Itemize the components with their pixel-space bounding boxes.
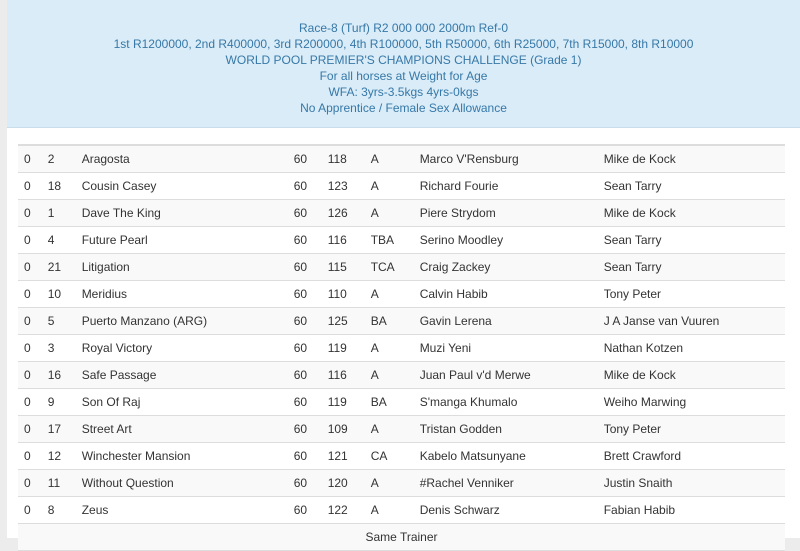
horse-name: Litigation (82, 254, 294, 281)
draw-cell: 0 (18, 335, 31, 362)
weight-cell: 60 (294, 470, 328, 497)
jockey-name: Craig Zackey (420, 254, 604, 281)
jockey-name: Denis Schwarz (420, 497, 604, 524)
equipment-cell: A (371, 416, 420, 443)
rating-cell: 110 (328, 281, 371, 308)
equipment-cell: CA (371, 443, 420, 470)
number-cell: 18 (31, 173, 82, 200)
equipment-cell: A (371, 173, 420, 200)
draw-cell: 0 (18, 145, 31, 173)
equipment-cell: A (371, 335, 420, 362)
weight-cell: 60 (294, 389, 328, 416)
horse-name: Cousin Casey (82, 173, 294, 200)
horse-name: Safe Passage (82, 362, 294, 389)
rating-cell: 116 (328, 362, 371, 389)
number-cell: 17 (31, 416, 82, 443)
rating-cell: 122 (328, 497, 371, 524)
draw-cell: 0 (18, 200, 31, 227)
trainer-name: Tony Peter (604, 281, 785, 308)
number-cell: 10 (31, 281, 82, 308)
table-row[interactable] (18, 145, 785, 173)
equipment-cell: BA (371, 308, 420, 335)
equipment-cell: BA (371, 389, 420, 416)
table-row[interactable] (18, 173, 785, 200)
horse-name: Meridius (82, 281, 294, 308)
equipment-cell: A (371, 497, 420, 524)
table-row[interactable] (18, 200, 785, 227)
equipment-cell: A (371, 200, 420, 227)
rating-cell: 123 (328, 173, 371, 200)
weight-cell: 60 (294, 335, 328, 362)
equipment-cell: TBA (371, 227, 420, 254)
horse-name: Puerto Manzano (ARG) (82, 308, 294, 335)
rating-cell: 115 (328, 254, 371, 281)
same-trainer-row (18, 524, 785, 551)
horse-name: Future Pearl (82, 227, 294, 254)
draw-cell: 0 (18, 497, 31, 524)
table-row[interactable] (18, 443, 785, 470)
race-conditions: For all horses at Weight for Age (319, 69, 488, 83)
weight-cell: 60 (294, 227, 328, 254)
trainer-name: Mike de Kock (604, 362, 785, 389)
number-cell: 2 (31, 145, 82, 173)
rating-cell: 126 (328, 200, 371, 227)
horse-name: Son Of Raj (82, 389, 294, 416)
equipment-cell: TCA (371, 254, 420, 281)
runners-table (18, 144, 785, 551)
draw-cell: 0 (18, 254, 31, 281)
number-cell: 4 (31, 227, 82, 254)
table-row[interactable] (18, 227, 785, 254)
number-cell: 16 (31, 362, 82, 389)
draw-cell: 0 (18, 389, 31, 416)
weight-cell: 60 (294, 254, 328, 281)
rating-cell: 120 (328, 470, 371, 497)
table-row[interactable] (18, 308, 785, 335)
trainer-name: Mike de Kock (604, 200, 785, 227)
jockey-name: #Rachel Venniker (420, 470, 604, 497)
equipment-cell: A (371, 470, 420, 497)
wfa-info: WFA: 3yrs-3.5kgs 4yrs-0kgs (328, 85, 479, 99)
draw-cell: 0 (18, 416, 31, 443)
race-name: WORLD POOL PREMIER'S CHAMPIONS CHALLENGE (Grade 1) (225, 53, 582, 67)
draw-cell: 0 (18, 470, 31, 497)
draw-cell: 0 (18, 362, 31, 389)
trainer-name: Weiho Marwing (604, 389, 785, 416)
horse-name: Royal Victory (82, 335, 294, 362)
jockey-name: Tristan Godden (420, 416, 604, 443)
trainer-name: J A Janse van Vuuren (604, 308, 785, 335)
jockey-name: Serino Moodley (420, 227, 604, 254)
jockey-name: Calvin Habib (420, 281, 604, 308)
weight-cell: 60 (294, 308, 328, 335)
trainer-name: Sean Tarry (604, 227, 785, 254)
number-cell: 5 (31, 308, 82, 335)
race-title: Race-8 (Turf) R2 000 000 2000m Ref-0 (299, 21, 508, 35)
jockey-name: Richard Fourie (420, 173, 604, 200)
weight-cell: 60 (294, 281, 328, 308)
number-cell: 9 (31, 389, 82, 416)
equipment-cell: A (371, 362, 420, 389)
trainer-name: Sean Tarry (604, 173, 785, 200)
horse-name: Street Art (82, 416, 294, 443)
number-cell: 11 (31, 470, 82, 497)
table-row[interactable] (18, 335, 785, 362)
same-trainer-label: Same Trainer (18, 524, 785, 551)
weight-cell: 60 (294, 362, 328, 389)
jockey-name: Muzi Yeni (420, 335, 604, 362)
horse-name: Zeus (82, 497, 294, 524)
number-cell: 8 (31, 497, 82, 524)
equipment-cell: A (371, 281, 420, 308)
jockey-name: Kabelo Matsunyane (420, 443, 604, 470)
runners-panel (7, 128, 800, 544)
allowance-info: No Apprentice / Female Sex Allowance (300, 101, 507, 115)
rating-cell: 121 (328, 443, 371, 470)
table-row[interactable] (18, 497, 785, 524)
weight-cell: 60 (294, 416, 328, 443)
horse-name: Dave The King (82, 200, 294, 227)
trainer-name: Mike de Kock (604, 145, 785, 173)
trainer-name: Sean Tarry (604, 254, 785, 281)
race-header (7, 0, 800, 128)
table-row[interactable] (18, 254, 785, 281)
rating-cell: 116 (328, 227, 371, 254)
jockey-name: Marco V'Rensburg (420, 145, 604, 173)
weight-cell: 60 (294, 145, 328, 173)
trainer-name: Fabian Habib (604, 497, 785, 524)
prize-money: 1st R1200000, 2nd R400000, 3rd R200000, 4th R100000, 5th R50000, 6th R25000, 7th R15000, 8th R10000 (113, 37, 694, 51)
jockey-name: Juan Paul v'd Merwe (420, 362, 604, 389)
jockey-name: S'manga Khumalo (420, 389, 604, 416)
weight-cell: 60 (294, 443, 328, 470)
table-row[interactable] (18, 389, 785, 416)
table-row[interactable] (18, 281, 785, 308)
draw-cell: 0 (18, 443, 31, 470)
trainer-name: Justin Snaith (604, 470, 785, 497)
trainer-name: Nathan Kotzen (604, 335, 785, 362)
equipment-cell: A (371, 145, 420, 173)
draw-cell: 0 (18, 227, 31, 254)
rating-cell: 125 (328, 308, 371, 335)
rating-cell: 119 (328, 335, 371, 362)
trainer-name: Tony Peter (604, 416, 785, 443)
jockey-name: Piere Strydom (420, 200, 604, 227)
horse-name: Winchester Mansion (82, 443, 294, 470)
table-row[interactable] (18, 416, 785, 443)
number-cell: 12 (31, 443, 82, 470)
jockey-name: Gavin Lerena (420, 308, 604, 335)
weight-cell: 60 (294, 497, 328, 524)
horse-name: Without Question (82, 470, 294, 497)
trainer-name: Brett Crawford (604, 443, 785, 470)
table-row[interactable] (18, 362, 785, 389)
number-cell: 1 (31, 200, 82, 227)
draw-cell: 0 (18, 173, 31, 200)
rating-cell: 109 (328, 416, 371, 443)
table-row[interactable] (18, 470, 785, 497)
weight-cell: 60 (294, 200, 328, 227)
number-cell: 3 (31, 335, 82, 362)
number-cell: 21 (31, 254, 82, 281)
draw-cell: 0 (18, 308, 31, 335)
weight-cell: 60 (294, 173, 328, 200)
rating-cell: 119 (328, 389, 371, 416)
horse-name: Aragosta (82, 145, 294, 173)
rating-cell: 118 (328, 145, 371, 173)
draw-cell: 0 (18, 281, 31, 308)
